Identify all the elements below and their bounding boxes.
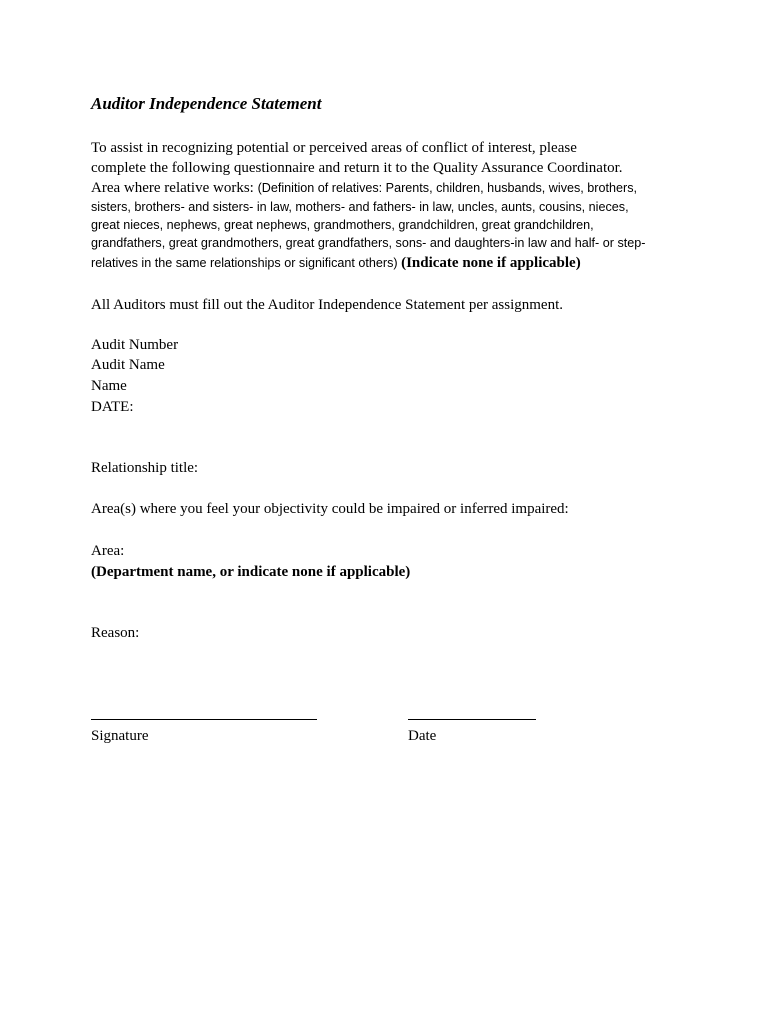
objectivity-question: Area(s) where you feel your objectivity could be impaired or inferred impaired: — [91, 501, 569, 517]
relatives-text-2: sisters, brothers- and sisters- in law, mothers- and fathers- in law, uncles, aunts, cousins, nieces, — [91, 200, 629, 214]
relatives-text-4: grandfathers, great grandmothers, great grandfathers, sons- and daughters-in law and half- or step- — [91, 236, 646, 250]
relatives-text-3: great nieces, nephews, great nephews, grandmothers, grandchildren, great grandchildren, — [91, 218, 594, 232]
all-auditors-note: All Auditors must fill out the Auditor Independence Statement per assignment. — [91, 297, 564, 313]
date-label: Date — [408, 728, 437, 744]
area-label: Area: — [91, 543, 125, 559]
reason-label: Reason: — [91, 625, 140, 641]
field-audit-name: Audit Name — [91, 357, 165, 373]
relatives-note: (Indicate none if applicable) — [401, 255, 581, 271]
field-name: Name — [91, 378, 127, 394]
signature-line — [91, 719, 317, 720]
relatives-line-5 — [91, 253, 581, 273]
date-line — [408, 719, 536, 720]
area-note: (Department name, or indicate none if applicable) — [91, 564, 411, 580]
document-title: Auditor Independence Statement — [91, 94, 322, 113]
relatives-line-1 — [91, 178, 637, 198]
field-audit-number: Audit Number — [91, 337, 179, 353]
signature-label: Signature — [91, 728, 149, 744]
relatives-text-5: relatives in the same relationships or significant others) — [91, 256, 402, 270]
relatives-text-1: (Definition of relatives: Parents, children, husbands, wives, brothers, — [257, 181, 637, 195]
intro-line-1: To assist in recognizing potential or perceived areas of conflict of interest, please — [91, 140, 577, 156]
relationship-title-label: Relationship title: — [91, 460, 199, 476]
field-date: DATE: — [91, 399, 134, 415]
intro-line-2: complete the following questionnaire and return it to the Quality Assurance Coordinator. — [91, 160, 623, 176]
relatives-lead: Area where relative works: — [91, 180, 258, 196]
